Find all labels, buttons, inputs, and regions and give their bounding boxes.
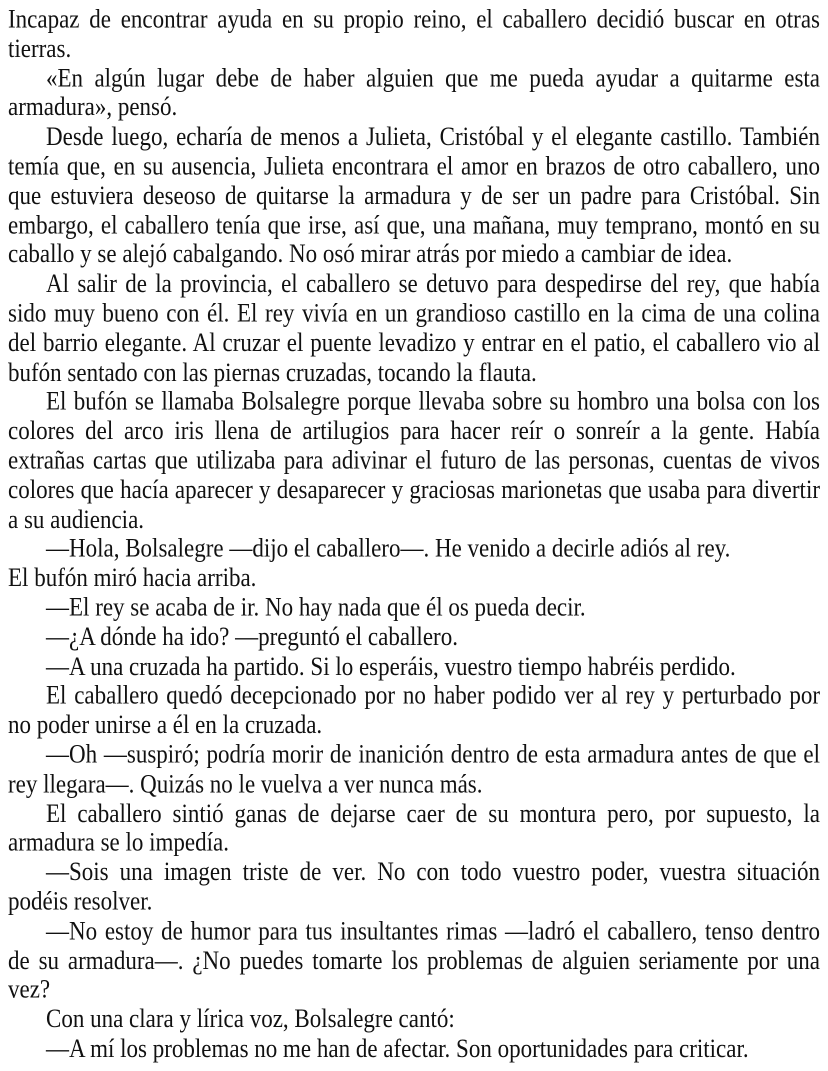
paragraph: —No estoy de humor para tus insultantes rimas —ladró el caballero, tenso dentro de su armadura—. ¿No puedes tomarte los problemas de alguien seriamente por una vez?	[8, 916, 820, 1004]
paragraph: —Sois una imagen triste de ver. No con todo vuestro poder, vuestra situación podéis resolver.	[8, 857, 820, 916]
paragraph: El bufón se llamaba Bolsalegre porque llevaba sobre su hombro una bolsa con los colores del arco iris llena de artilugios para hacer reír o sonreír a la gente. Había extrañas cartas que utilizaba para adivinar el futuro de las personas, cuentas de vivos colores que hacía aparecer y desaparecer y graciosas marionetas que usaba para divertir a su audiencia.	[8, 386, 820, 534]
paragraph: El caballero sintió ganas de dejarse caer de su montura pero, por supuesto, la armadura se lo impedía.	[8, 798, 820, 857]
paragraph: —¿A dónde ha ido? —preguntó el caballero.	[46, 622, 458, 651]
paragraph: —A una cruzada ha partido. Si lo esperáis, vuestro tiempo habréis perdido.	[46, 651, 736, 681]
paragraph: —Oh —suspiró; podría morir de inanición dentro de esta armadura antes de que el rey llegara—. Quizás no le vuelva a ver nunca más.	[8, 739, 820, 798]
paragraph: —Hola, Bolsalegre —dijo el caballero—. He venido a decirle adiós al rey.	[46, 533, 731, 563]
paragraph: «En algún lugar debe de haber alguien que me pueda ayudar a quitarme esta armadura», pensó.	[8, 63, 820, 122]
paragraph: Con una clara y lírica voz, Bolsalegre cantó:	[46, 1004, 455, 1033]
paragraph: —A mí los problemas no me han de afectar. Son oportunidades para criticar.	[46, 1033, 749, 1063]
paragraph: Al salir de la provincia, el caballero se detuvo para despedirse del rey, que había sido muy bueno con él. El rey vivía en un grandioso castillo en la cima de una colina del barrio elegante. Al cruzar el puente levadizo y entrar en el patio, el caballero vio al bufón sentado con las piernas cruzadas, tocando la flauta.	[8, 269, 820, 386]
paragraph: El bufón miró hacia arriba.	[8, 563, 257, 592]
paragraph: Desde luego, echaría de menos a Julieta, Cristóbal y el elegante castillo. También temía que, en su ausencia, Julieta encontrara el amor en brazos de otro caballero, uno que estuviera deseoso de quitarse la armadura y de ser un padre para Cristóbal. Sin embargo, el caballero tenía que irse, así que, una mañana, muy temprano, montó en su caballo y se alejó cabalgando. No osó mirar atrás por miedo a cambiar de idea.	[8, 122, 820, 269]
paragraph: El caballero quedó decepcionado por no haber podido ver al rey y perturbado por no poder unirse a él en la cruzada.	[8, 680, 820, 739]
paragraph: Incapaz de encontrar ayuda en su propio reino, el caballero decidió buscar en otras tierras.	[8, 4, 820, 63]
paragraph: —El rey se acaba de ir. No hay nada que él os pueda decir.	[46, 592, 586, 622]
